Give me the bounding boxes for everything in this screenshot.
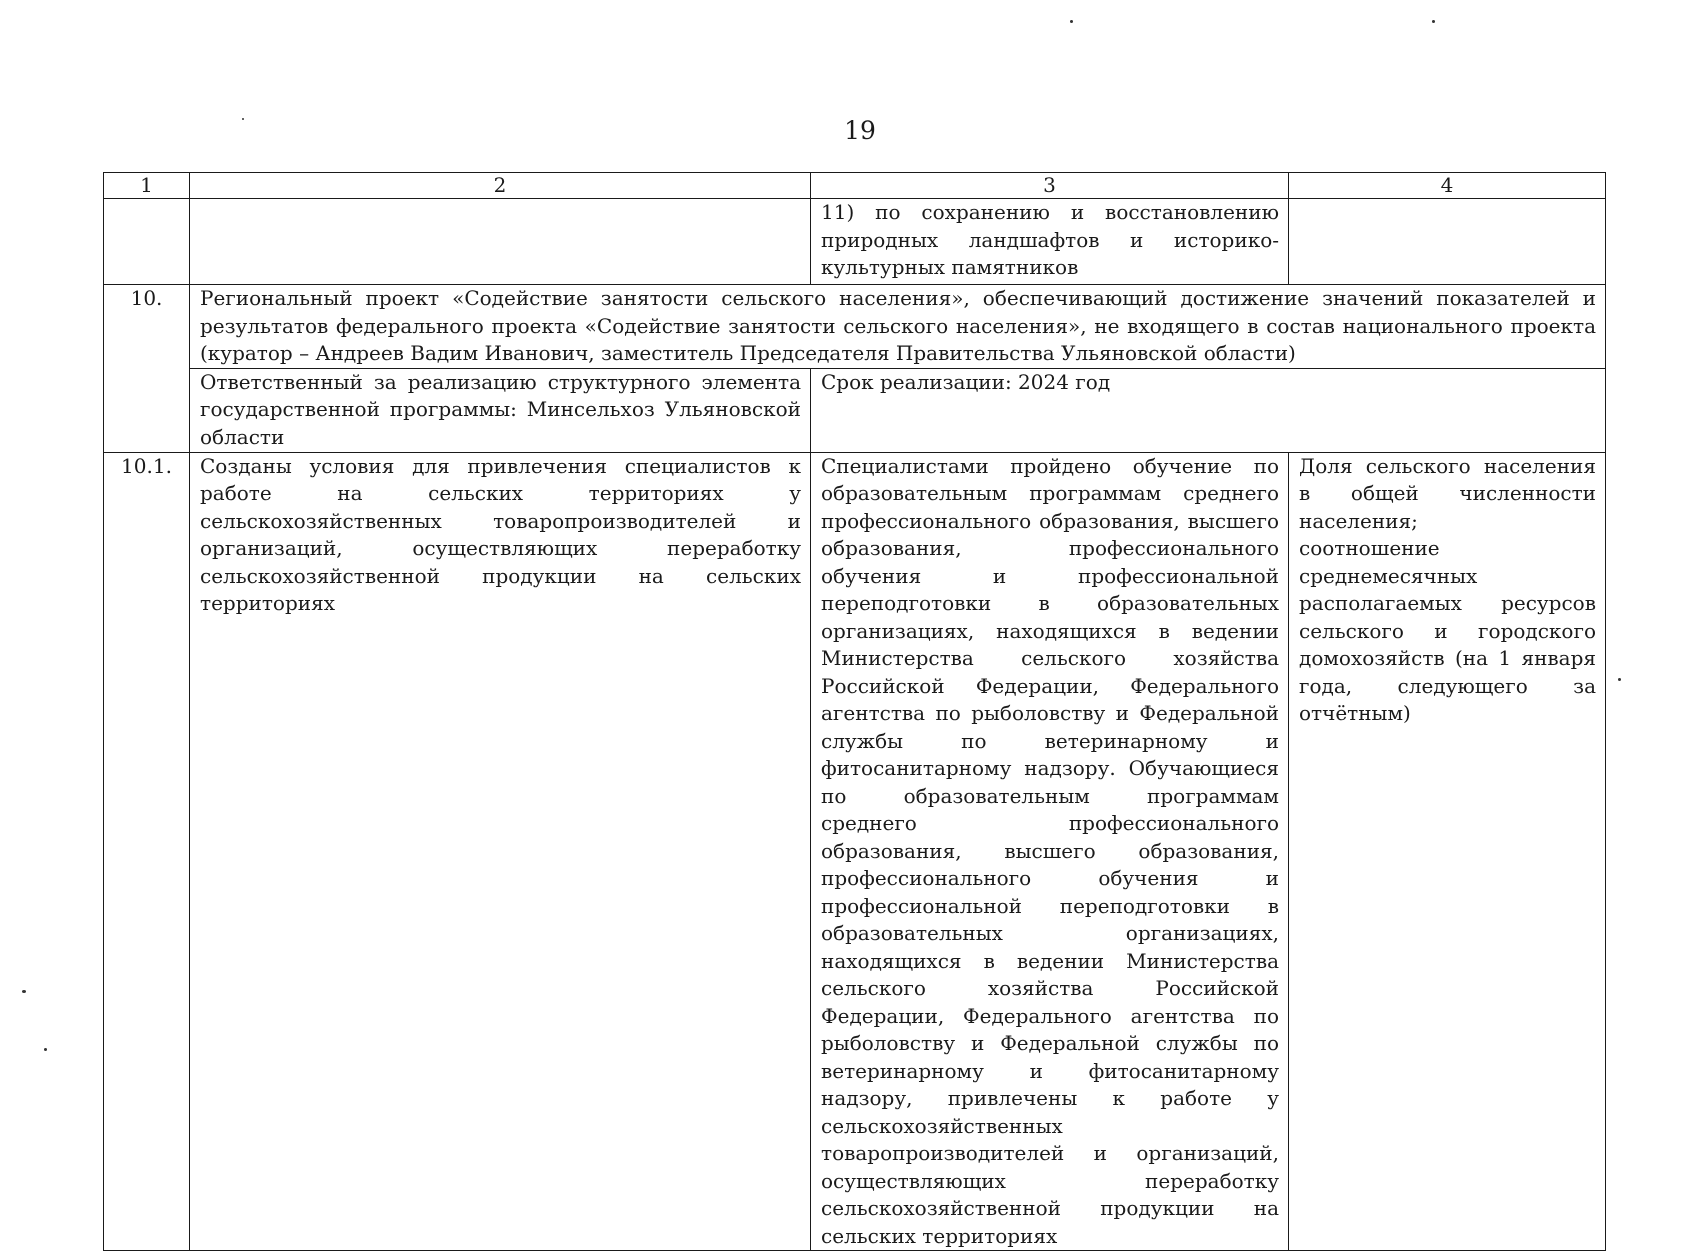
scan-speck bbox=[44, 1048, 47, 1051]
row-10-1-effects: Специалистами пройдено обучение по образовательным программам среднего профессионального образования, высшего образования, профессионального обучения и профессиональной переподготовки в образовательных организациях, находящихся в ведении Министерства сельского хозяйства Российской Федерации, Федерального агентства по рыболовству и Федеральной службы по ветеринарному и фитосанитарному надзору. Обучающиеся по образовательным программам среднего профессионального образования, высшего образования, профессионального обучения и профессиональной переподготовки в образовательных организациях, находящихся в ведении Министерства сельского хозяйства Российской Федерации, Федерального агентства по рыболовству и Федеральной службы по ветеринарному и фитосанитарному надзору, привлечены к работе у сельскохозяйственных товаропроизводителей и организаций, осуществляющих переработку сельскохозяйственной продукции на сельских территориях bbox=[811, 452, 1289, 1251]
continuation-task-cell bbox=[190, 199, 811, 285]
section-10-title-row bbox=[104, 285, 1606, 369]
column-header-4: 4 bbox=[1289, 173, 1606, 199]
scan-speck bbox=[1070, 20, 1073, 23]
continuation-num-cell bbox=[104, 199, 190, 285]
row-10-1-number: 10.1. bbox=[104, 452, 190, 1251]
section-10-term: Срок реализации: 2024 год bbox=[811, 368, 1606, 452]
scan-speck bbox=[1432, 20, 1435, 23]
section-10-responsible: Ответственный за реализацию структурного элемента государственной программы: Минсельхоз Ульяновской области bbox=[190, 368, 811, 452]
table-header-row bbox=[104, 173, 1606, 199]
section-10-meta-row bbox=[104, 368, 1606, 452]
scan-speck bbox=[22, 990, 26, 993]
continuation-effect-cell: 11) по сохранению и восстановлению природных ландшафтов и историко-культурных памятников bbox=[811, 199, 1289, 285]
scan-speck bbox=[1618, 678, 1621, 681]
program-table bbox=[103, 172, 1606, 1251]
section-10-number: 10. bbox=[104, 285, 190, 453]
row-10-1-indicators bbox=[1289, 452, 1606, 1251]
column-header-2: 2 bbox=[190, 173, 811, 199]
section-10-title: Региональный проект «Содействие занятости сельского населения», обеспечивающий достижение значений показателей и результатов федерального проекта «Содействие занятости сельского населения», не входящего в состав национального проекта (куратор – Андреев Вадим Иванович, заместитель Председателя Правительства Ульяновской области) bbox=[190, 285, 1606, 369]
row-10-1-indicator-2: соотношение среднемесячных располагаемых ресурсов сельского и городского домохозяйств (на 1 января года, следующего за отчётным) bbox=[1299, 536, 1596, 725]
row-10-1 bbox=[104, 452, 1606, 1251]
column-header-3: 3 bbox=[811, 173, 1289, 199]
continuation-indicator-cell bbox=[1289, 199, 1606, 285]
scan-speck bbox=[242, 118, 244, 120]
continuation-row bbox=[104, 199, 1606, 285]
row-10-1-indicator-1: Доля сельского населения в общей численности населения; bbox=[1299, 453, 1596, 533]
column-header-1: 1 bbox=[104, 173, 190, 199]
row-10-1-task: Созданы условия для привлечения специалистов к работе на сельских территориях у сельскохозяйственных товаропроизводителей и организаций, осуществляющих переработку сельскохозяйственной продукции на сельских территориях bbox=[190, 452, 811, 1251]
page-number: 19 bbox=[844, 116, 876, 145]
